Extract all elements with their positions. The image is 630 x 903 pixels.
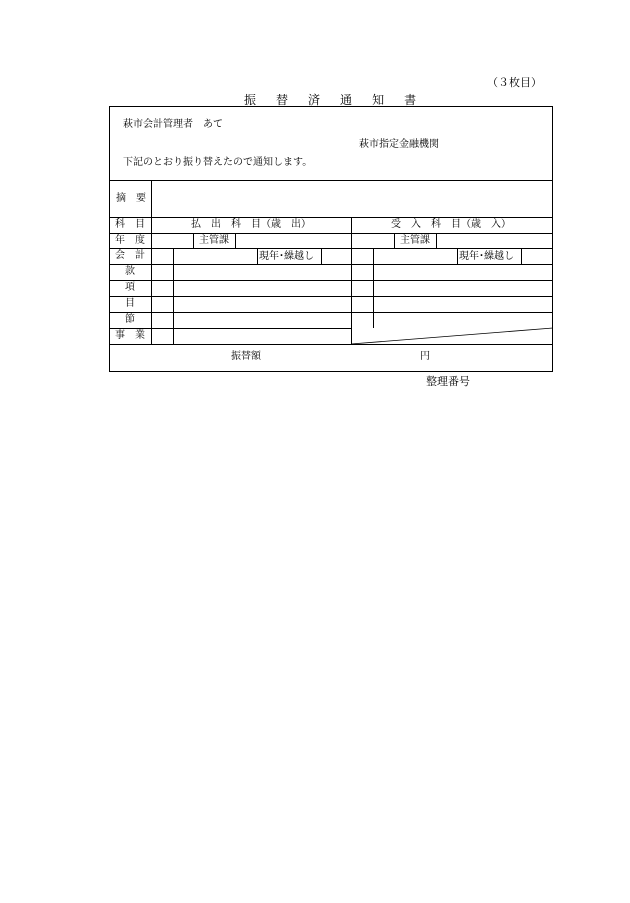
- row-label-jigyo: 事 業: [115, 330, 145, 341]
- row-label-kan: 款: [125, 266, 135, 277]
- row-label-moku: 目: [125, 298, 135, 309]
- reference-number-label: 整理番号: [426, 375, 470, 388]
- sheet-number-label: （３枚目）: [487, 76, 542, 89]
- row-label-setsu: 節: [125, 314, 135, 325]
- title-char: 替: [276, 93, 289, 107]
- notice-message: 下記のとおり振り替えたので通知します。: [123, 157, 313, 168]
- amount-label: 振替額: [231, 351, 261, 362]
- row-label-kaikei: 会 計: [115, 250, 145, 261]
- issuer-text: 萩市指定金融機関: [359, 139, 439, 150]
- payout-shukan-label: 主管課: [199, 235, 229, 246]
- row-label-kou: 項: [125, 282, 135, 293]
- row-label-tekiyo: 摘 要: [116, 193, 146, 204]
- document-title: [244, 94, 416, 106]
- receipt-heading: 受 入 科 目（歳 入）: [391, 219, 511, 230]
- title-char: 済: [308, 93, 321, 107]
- form-grid-lines: [109, 106, 553, 372]
- payout-year-type-label: 現年･繰越し: [259, 251, 314, 262]
- transfer-notice-form: [109, 106, 553, 372]
- title-char: 書: [404, 93, 417, 107]
- row-label-nendo: 年 度: [115, 235, 145, 246]
- amount-unit: 円: [420, 351, 430, 362]
- payout-heading: 払 出 科 目（歳 出）: [191, 219, 311, 230]
- title-char: 知: [372, 93, 385, 107]
- addressee-text: 萩市会計管理者 あて: [123, 119, 223, 130]
- receipt-shukan-label: 主管課: [400, 235, 430, 246]
- title-char: 振: [244, 93, 257, 107]
- row-label-kamoku: 科 目: [115, 219, 145, 230]
- title-char: 通: [340, 93, 353, 107]
- receipt-year-type-label: 現年･繰越し: [459, 251, 514, 262]
